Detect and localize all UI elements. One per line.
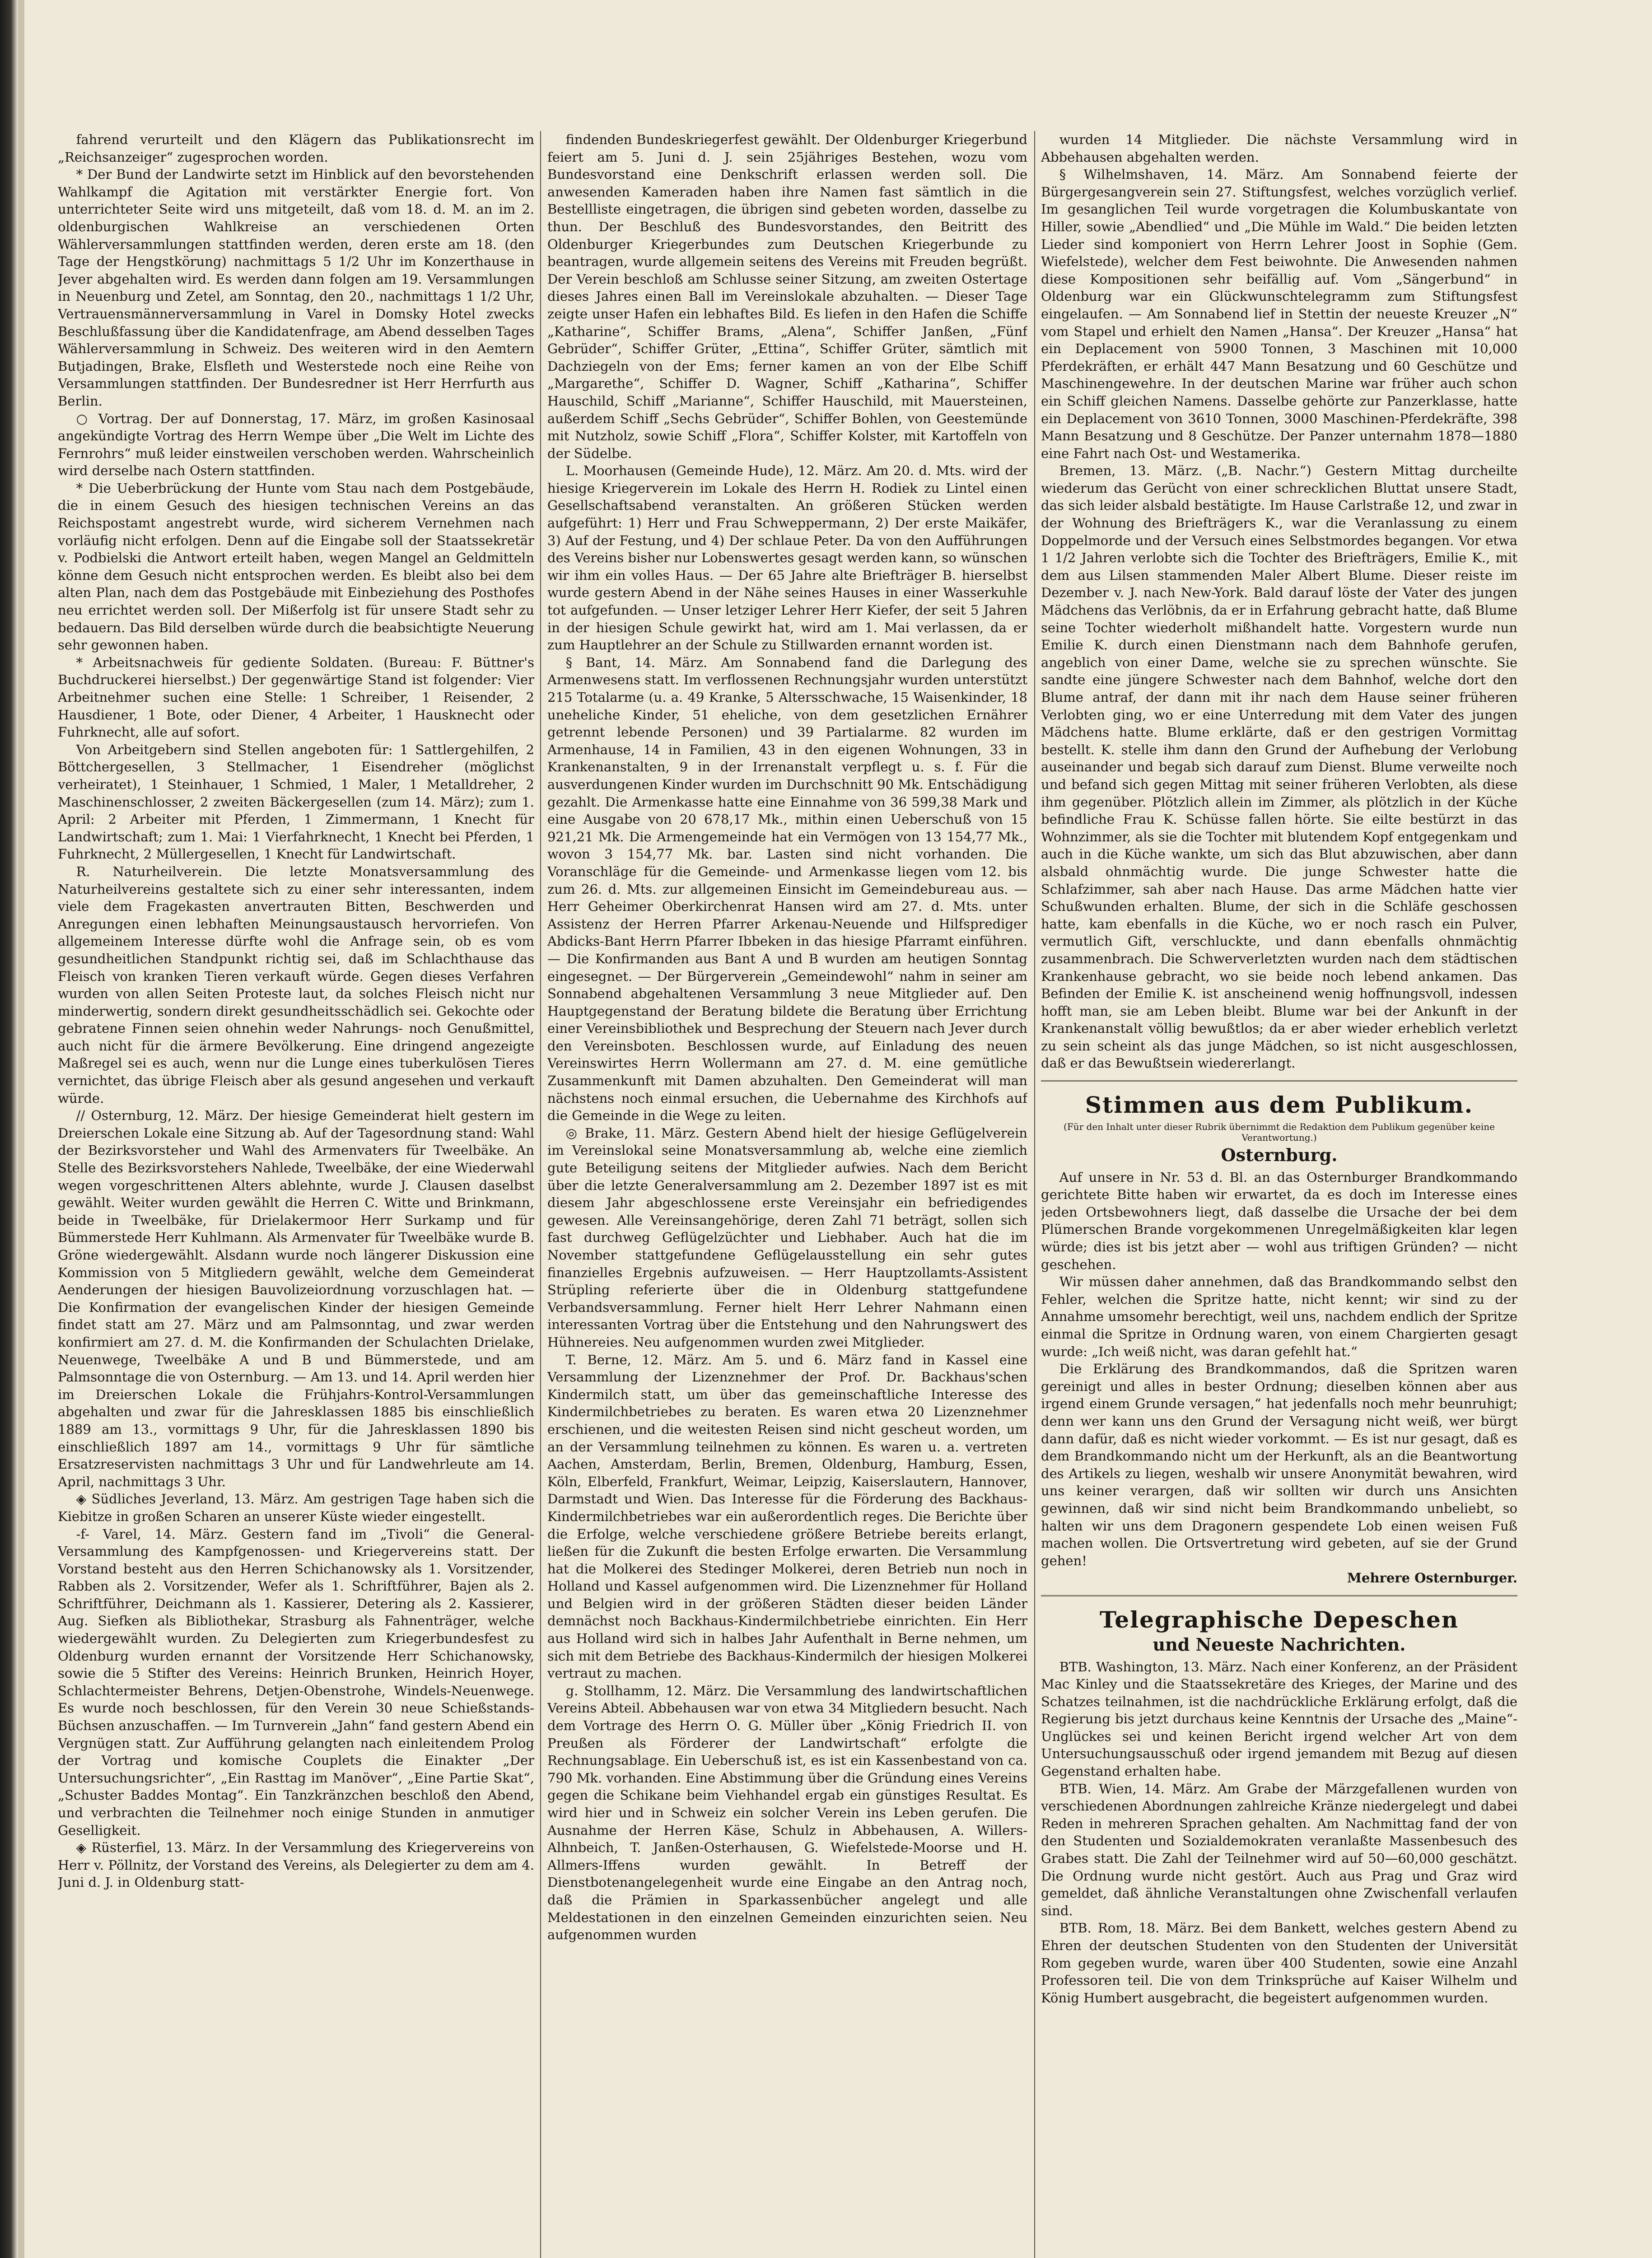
article-bund-der-landwirte: * Der Bund der Landwirte setzt im Hinblick auf den bevorstehenden Wahlkampf die Agitation mit verstärkter Energie fort. Von unterrichteter Seite wird uns mitgeteilt, daß vom 18. d. M. an im 2. oldenburgischen Wahlkreise an verschiedenen Orten Wählerversammlungen stattfinden werden, deren erste am 18. (den Tage der Hengstkörung) nachmittags 5 1/2 Uhr im Konzerthause in Jever abgehalten wird. Es werden dann folgen am 19. Versammlungen in Neuenburg und Zetel, am Sonntag, den 20., nachmittags 1 1/2 Uhr, Vertrauensmännerversammlung in Varel in Domsky Hotel zwecks Beschlußfassung über die Kandidatenfrage, am Abend desselben Tages Wählerversammlung in Schweiz. Des weiteren wird in den Aemtern Butjadingen, Brake, Elsfleth und Westerstede noch eine Reihe von Versammlungen stattfinden. Der Bundesredner ist Herr Herrfurth aus Berlin. (58, 167, 534, 409)
article-naturheilverein: R. Naturheilverein. Die letzte Monatsversammlung des Naturheilvereins gestaltete sich zu einer sehr interessanten, indem viele dem Fragekasten anvertrauten Bitten, Beschwerden und Anregungen einen lebhaften Meinungsaustausch hervorriefen. Von allgemeinem Interesse dürfte wohl die Anfrage sein, ob es vom gesundheitlichen Standpunkt richtig sei, daß im Schlachthause das Fleisch von kranken Tieren verkauft würde. Gegen dieses Verfahren wurden von allen Seiten Proteste laut, da solches Fleisch nicht nur minderwertig, sondern direkt gesundheitsschädlich sei. Gekochte oder gebratene Finnen seien ohnehin weder Nahrungs- noch Genußmittel, auch nicht für die ärmere Bevölkerung. Eine dringend angezeigte Maßregel sei es auch, wenn nur die Lunge eines tuberkulösen Tieres vernichtet, das übrige Fleisch aber als gesund angesehen und verkauft würde. (58, 863, 534, 1106)
telegram-rom: BTB. Rom, 18. März. Bei dem Bankett, welches gestern Abend zu Ehren der deutschen Studenten von den Studenten der Universität Rom gegeben wurde, waren über 400 Studenten, sowie eine Anzahl Professoren teil. Die von dem Trinksprüche auf Kaiser Wilhelm und König Humbert ausgebracht, die begeistert aufgenommen wurden. (1041, 1920, 1517, 2006)
article-bant-armenwesen: § Bant, 14. März. Am Sonnabend fand die Darlegung des Armenwesens statt. Im verflossenen Rechnungsjahr wurden unterstützt 215 Totalarme (u. a. 49 Kranke, 5 Altersschwache, 15 Waisenkinder, 18 uneheliche Kinder, 51 eheliche, von dem gesetzlichen Ernährer getrennt lebende Personen) und 39 Partialarme. 82 wurden im Armenhause, 14 in Familien, 43 in den eigenen Wohnungen, 33 in Krankenanstalten, 9 in der Irrenanstalt verpflegt u. s. f. Für die ausverdungenen Kinder wurden im Durchschnitt 90 Mk. Entschädigung gezahlt. Die Armenkasse hatte eine Einnahme von 36 599,38 Mark und eine Ausgabe von 20 678,17 Mk., mithin einen Ueberschuß von 15 921,21 Mk. Die Armengemeinde hat ein Vermögen von 13 154,77 Mk., wovon 3 154,77 Mk. bar. Lasten sind nicht vorhanden. Die Voranschläge für die Gemeinde- und Armenkasse liegen vom 12. bis zum 26. d. Mts. zur allgemeinen Einsicht im Gemeindebureau aus. — Herr Geheimer Oberkirchenrat Hansen wird am 27. d. Mts. unter Assistenz der Herren Pfarrer Arkenau-Neuende und Hilfsprediger Abdicks-Bant Herrn Pfarrer Ibbeken in das hiesige Pfarramt einführen. — Die Konfirmanden aus Bant A und B wurden am heutigen Sonntag eingesegnet. — Der Bürgerverein „Gemeindewohl“ nahm in seiner am Sonnabend abgehaltenen Versammlung 3 neue Mitglieder auf. Den Hauptgegenstand der Beratung bildete die Beratung über Errichtung einer Vereinsbibliothek und Besprechung der Steuern nach Jever durch den Vereinsboten. Beschlossen wurde, auf Einladung des neuen Vereinswirtes Herrn Wollermann am 27. d. M. eine gemütliche Zusammenkunft mit Damen abzuhalten. Den Gemeinderat will man nächstens noch einmal ersuchen, die Uebernahme des Kirchhofs auf die Gemeinde in die Wege zu leiten. (547, 654, 1027, 1124)
section-title-publikum: Stimmen aus dem Publikum. (1085, 1092, 1474, 1119)
article-kriegerbund: findenden Bundeskriegerfest gewählt. Der Oldenburger Kriegerbund feiert am 5. Juni d. J. sein 25jähriges Bestehen, wozu vom Bundesvorstand eine Denkschrift erlassen werden soll. Die anwesenden Kameraden haben ihre Namen fast sämtlich in die Bestellliste eingetragen, die übrigen sind gebeten worden, dasselbe zu thun. Der Beschluß des Bundesvorstandes, den Beitritt des Oldenburger Kriegerbundes zum Deutschen Kriegerbunde zu beantragen, wurde allgemein seitens des Vereins mit Freuden begrüßt. Der Verein beschloß am Schlusse seiner Sitzung, am zweiten Ostertage dieses Jahres einen Ball im Vereinslokale abzuhalten. — Dieser Tage zeigte unser Hafen ein lebhaftes Bild. Es liefen in den Hafen die Schiffe „Katharine“, Schiffer Brams, „Alena“, Schiffer Janßen, „Fünf Gebrüder“, Schiffer Grüter, „Ettina“, Schiffer Grüter, sämtlich mit Dachziegeln von der Ems; ferner kamen an von der Elbe Schiff „Margarethe“, Schiffer D. Wagner, Schiff „Katharina“, Schiffer Hauschild, Schiff „Marianne“, Schiffer Hauschild, mit Mauersteinen, außerdem Schiff „Sechs Gebrüder“, Schiffer Bohlen, von Geestemünde mit Nutzholz, sowie Schiff „Flora“, Schiffer Kolster, mit Kartoffeln von der Südelbe. (547, 132, 1027, 461)
section-divider (1041, 1595, 1517, 1596)
section-subtitle-nachrichten: und Neueste Nachrichten. (1153, 1634, 1406, 1655)
column-1 (58, 131, 534, 2258)
article-suedliches-jeverland: ◈ Südliches Jeverland, 13. März. Am gestrigen Tage haben sich die Kiebitze in großen Scharen an unserer Küste wieder eingestellt. (58, 1491, 534, 1524)
telegram-washington: BTB. Washington, 13. März. Nach einer Konferenz, an der Präsident Mac Kinley und die Staatssekretäre des Krieges, der Marine und des Schatzes teilnahmen, ist die nachdrückliche Erklärung erfolgt, daß die Regierung bis jetzt durchaus keine Kenntnis der Ursache des „Maine“-Unglückes sei und keinen Bericht irgend welcher Art von dem Untersuchungsausschuß oder irgend jemandem mit Bezug auf diesen Gegenstand erhalten habe. (1041, 1659, 1517, 1779)
article-varel: -f- Varel, 14. März. Gestern fand im „Tivoli“ die General-Versammlung des Kampfgenossen- und Kriegervereins statt. Der Vorstand besteht aus den Herren Schichanowsky als 1. Vorsitzender, Rabben als 2. Vorsitzender, Wefer als 1. Schriftführer, Bajen als 2. Schriftführer, Deichmann als 1. Kassierer, Detering als 2. Kassierer, Aug. Siefken als Bibliothekar, Strasburg als Fahnenträger, welche wiedergewählt wurden. Zu Delegierten zum Kriegerbundesfest zu Oldenburg wurden ernannt der Vorsitzende Herr Schichanowsky, sowie die 5 Stifter des Vereins: Heinrich Brunken, Heinrich Hoyer, Schlachtermeister Behrens, Detjen-Obenstrohe, Windels-Neuenwege. Es wurde noch beschlossen, für den Verein 30 neue Schießstands-Büchsen anzuschaffen. — Im Turnverein „Jahn“ fand gestern Abend ein Vergnügen statt. Zur Aufführung gelangten nach einleitendem Prolog der Vortrag und komische Couplets die Einakter „Der Untersuchungsrichter“, „Ein Rasttag im Manöver“, „Eine Partie Skat“, „Schuster Baddes Montag“. Ein Tanzkränzchen beschloß den Abend, und verbrachten die Teilnehmer noch einige Stunden in anmutiger Geselligkeit. (58, 1526, 534, 1838)
column-rule (1034, 131, 1035, 2258)
article-paragraph: fahrend verurteilt und den Klägern das Publikationsrecht im „Reichsanzeiger“ zugesprochen worden. (58, 132, 534, 165)
telegram-wien: BTB. Wien, 14. März. Am Grabe der Märzgefallenen wurden von verschiedenen Abordnungen zahlreiche Kränze niedergelegt und dabei Reden in mehreren Sprachen gehalten. Am Nachmittag fand der von den Studenten und Sozialdemokraten veranlaßte Massenbesuch des Grabes statt. Die Zahl der Teilnehmer wird auf 50—60,000 geschätzt. Die Ordnung wurde nicht gestört. Auch aus Prag und Graz wird gemeldet, daß ähnliche Veranstaltungen ohne Zwischenfall verlaufen sind. (1041, 1781, 1517, 1918)
section-title-telegraph: Telegraphische Depeschen (1099, 1606, 1459, 1633)
article-vortrag: ○ Vortrag. Der auf Donnerstag, 17. März, im großen Kasinosaal angekündigte Vortrag des Herrn Wempe über „Die Welt im Lichte des Fernrohrs“ muß leider einstweilen verschoben werden. Wahrscheinlich wird derselbe nach Ostern stattfinden. (58, 411, 534, 479)
article-moorhausen: L. Moorhausen (Gemeinde Hude), 12. März. Am 20. d. Mts. wird der hiesige Kriegerverein im Lokale des Herrn H. Rodiek zu Lintel einen Gesellschaftsabend veranstalten. An größeren Stücken werden aufgeführt: 1) Herr und Frau Schweppermann, 2) Der erste Maikäfer, 3) Auf der Festung, und 4) Der schlaue Peter. Da von den Aufführungen des Vereins bisher nur Lobenswertes gesagt werden kann, so wünschen wir ihm ein volles Haus. — Der 65 Jahre alte Briefträger B. hierselbst wurde gestern Abend in der Nähe seines Hauses in einer Wasserkuhle tot aufgefunden. — Unser letziger Lehrer Herr Kiefer, der seit 5 Jahren in der hiesigen Schule gewirkt hat, wird am 1. Mai verlassen, da er zum Hauptlehrer an der Schule zu Stillwarden ernannt worden ist. (547, 463, 1027, 653)
article-arbeitsnachweis: * Arbeitsnachweis für gediente Soldaten. (Bureau: F. Büttner's Buchdruckerei hierselbst.) Der gegenwärtige Stand ist folgender: Vier Arbeitnehmer suchen eine Stelle: 1 Schreiber, 1 Reisender, 2 Hausdiener, 1 Bote, oder Diener, 4 Arbeiter, 1 Hausknecht oder Fuhrknecht, alle auf sofort. (58, 654, 534, 740)
section-disclaimer: (Für den Inhalt unter dieser Rubrik übernimmt die Redaktion dem Publikum gegenüber keine Verantwortung.) (1064, 1121, 1495, 1143)
article-ruesterfiel: ◈ Rüsterfiel, 13. März. In der Versammlung des Kriegervereins von Herr v. Pöllnitz, der Vorstand des Vereins, als Delegierter zu dem am 4. Juni d. J. in Oldenburg statt- (58, 1840, 534, 1890)
article-abbehausen: wurden 14 Mitglieder. Die nächste Versammlung wird in Abbehausen abgehalten werden. (1041, 132, 1517, 165)
article-berne-kindermilch: T. Berne, 12. März. Am 5. und 6. März fand in Kassel eine Versammlung der Lizenznehmer der Prof. Dr. Backhaus'schen Kindermilch statt, um über das gemeinschaftliche Interesse des Kindermilchbetriebes zu beraten. Es waren etwa 20 Lizenznehmer erschienen, und die weitesten Reisen sind nicht gescheut worden, um an der Versammlung teilnehmen zu können. Es waren u. a. vertreten Aachen, Amsterdam, Berlin, Bremen, Oldenburg, Hamburg, Essen, Köln, Elberfeld, Frankfurt, Weimar, Leipzig, Kaiserslautern, Hannover, Darmstadt und Wien. Das Interesse für die Förderung des Backhaus-Kindermilchbetriebes war ein außerordentlich reges. Die Berichte über die Erfolge, welche verschiedene größere Betriebe bereits erlangt, ließen für die Zukunft die besten Erfolge erwarten. Die Versammlung hat die Molkerei des Stedinger Molkerei, deren Betrieb nun noch in Holland und Kassel aufgenommen wird. Die Lizenznehmer für Holland und Belgien wird in der größeren Städten dieser beiden Länder demnächst noch Backhaus-Kindermilchbetriebe einrichten. Ein Herr aus Holland wird sich in halbes Jahr Aufenthalt in Berne nehmen, um sich mit dem Betriebe des Backhaus-Kindermilch der hiesigen Molkerei vertraut zu machen. (547, 1352, 1027, 1681)
article-bremen-bluttat: Bremen, 13. März. („B. Nachr.“) Gestern Mittag durcheilte wiederum das Gerücht von einer schrecklichen Bluttat unsere Stadt, das sich leider alsbald bestätigte. Im Hause Carlstraße 12, und zwar in der Wohnung des Briefträgers K., war die Veranlassung zu einem Doppelmorde und der Versuch eines Selbstmordes begangen. Vor etwa 1 1/2 Jahren verlobte sich die Tochter des Briefträgers, Emilie K., mit dem aus Lilsen stammenden Maler Albert Blume. Dieser reiste im Dezember v. J. nach New-York. Bald darauf löste der Vater des jungen Mädchens das Verlöbnis, da er in Erfahrung gebracht hatte, daß Blume seine Tochter wiederholt mißhandelt hatte. Vorgestern wurde nun Emilie K. durch einen Dienstmann nach dem Bahnhofe gerufen, angeblich von einer Dame, welche sie zu sprechen wünschte. Sie sandte eine jüngere Schwester nach dem Bahnhof, welche dort den Blume antraf, der dann mit ihr nach dem Hause seiner früheren Verlobten ging, wo er eine Unterredung mit dem Vater des jungen Mädchens hatte. Blume erklärte, daß er den gestrigen Vormittag bestellt. K. stelle ihm dann den Grund der Aufhebung der Verlobung auseinander und begab sich darauf zum Dienst. Blume verweilte noch und befand sich gegen Mittag mit seiner früheren Verlobten, als diese ihm gegenüber. Plötzlich allein im Zimmer, als plötzlich in der Küche befindliche Frau K. Schüsse fallen hörte. Sie eilte bestürzt in das Wohnzimmer, als sie die Tochter mit blutendem Kopf entgegenkam und auch in die Küche wankte, um sich das Blut abzuwischen, aber dann alsbald ohnmächtig wurde. Die junge Schwester hatte die Schlafzimmer, sah aber nach Hause. Das arme Mädchen hatte vier Schußwunden erhalten. Blume, der sich in die Schläfe geschossen hatte, kam ebenfalls in die Küche, wo er noch rasch ein Pulver, vermutlich Gift, verschluckte, und dann ebenfalls ohnmächtig zusammenbrach. Die Schwerverletzten wurden nach dem städtischen Krankenhause gebracht, wo sie beide noch lebend ankamen. Das Befinden der Emilie K. ist anscheinend wenig hoffnungsvoll, indessen hofft man, sie am Leben bleibt. Blume war bei der Ankunft in der Krankenanstalt völlig bewußtlos; da er aber wieder erheblich verletzt zu sein scheint als das junge Mädchen, so ist nicht ausgeschlossen, daß er das Bewußtsein wiedererlangt. (1041, 463, 1517, 1071)
letter-paragraph: Auf unsere in Nr. 53 d. Bl. an das Osternburger Brandkommando gerichtete Bitte haben wir erwartet, da es doch im Interesse eines jeden Ortsbewohners liegt, daß dasselbe die Ursache der bei dem Plümerschen Brande vorgekommenen Unregelmäßigkeiten klar legen würde; dies ist bis jetzt aber — wohl aus triftigen Gründen? — nicht geschehen. (1041, 1169, 1517, 1272)
article-wilhelmshaven: § Wilhelmshaven, 14. März. Am Sonnabend feierte der Bürgergesangverein sein 27. Stiftungsfest, welches vorzüglich verlief. Im gesanglichen Teil wurde vorgetragen die Kolumbuskantate von Hiller, sowie „Abendlied“ und „Die Mühle im Wald.“ Die beiden letzten Lieder sind komponiert von Herrn Lehrer Joost in Sophie (Gem. Wiefelstede), welcher dem Fest beiwohnte. Die Anwesenden nahmen diese Kompositionen sehr beifällig auf. Vom „Sängerbund“ in Oldenburg war ein Glückwunschtelegramm zum Stiftungsfest eingelaufen. — Am Sonnabend lief in Stettin der neueste Kreuzer „N“ vom Stapel und erhielt den Namen „Hansa“. Der Kreuzer „Hansa“ hat ein Deplacement von 5900 Tonnen, 3 Maschinen mit 10,000 Pferdekräften, er erhält 447 Mann Besatzung und 60 Geschütze und Maschinengewehre. In der deutschen Marine war früher auch schon ein Schiff gleichen Namens. Dasselbe gehörte zur Panzerklasse, hatte ein Deplacement von 3610 Tonnen, 3000 Maschinen-Pferdekräfte, 398 Mann Besatzung und 8 Geschütze. Der Panzer unternahm 1878—1880 eine Fahrt nach Ost- und Westamerika. (1041, 167, 1517, 461)
page-gutter (18, 0, 24, 2258)
article-osternburg-gemeinderat: // Osternburg, 12. März. Der hiesige Gemeinderat hielt gestern im Dreierschen Lokale eine Sitzung ab. Auf der Tagesordnung stand: Wahl der Bezirksvorsteher und Wahl des Armenvaters für Tweelbäke. An Stelle des Bezirksvorstehers Nahlede, Tweelbäke, der eine Wiederwahl wegen vorgeschrittenen Alters ablehnte, wurde J. Clausen daselbst gewählt. Weiter wurden gewählt die Herren C. Witte und Brinkmann, beide in Tweelbäke, für Drielakermoor Herr Surkamp und für Bümmerstede Herr Kuhlmann. Als Armenvater für Tweelbäke wurde B. Gröne wiedergewählt. Alsdann wurde noch längerer Diskussion eine Kommission von 5 Mitgliedern gewählt, welche dem Gemeinderat Aenderungen der hiesigen Bauvolizeiordnung vorzuschlagen hat. — Die Konfirmation der evangelischen Kinder der hiesigen Gemeinde findet statt am 27. März und am Palmsonntag, und zwar werden konfirmiert am 27. d. M. die Konfirmanden der Schulachten Drielake, Neuenwege, Tweelbäke A und B und Bümmerstede, und am Palmsonntage die von Osternburg. — Am 13. und 14. April werden hier im Dreierschen Lokale die Frühjahrs-Kontrol-Versammlungen abgehalten und zwar für die Jahresklassen 1885 bis einschließlich 1889 am 13., vormittags 9 Uhr, für die Jahresklassen 1890 bis einschließlich 1897 am 14., vormittags 9 Uhr für sämtliche Ersatzreservisten nachmittags 3 Uhr und für Landwehrleute am 14. April, nachmittags 3 Uhr. (58, 1108, 534, 1489)
section-divider (1041, 1080, 1517, 1082)
article-arbeitgeber-stellen: Von Arbeitgebern sind Stellen angeboten für: 1 Sattlergehilfen, 2 Böttchergesellen, 3 Stellmacher, 1 Eisendreher (möglichst verheiratet), 1 Steinhauer, 1 Schmied, 1 Maler, 1 Metalldreher, 2 Maschinenschlosser, 2 zweiten Bäckergesellen (zum 14. März); zum 1. April: 2 Arbeiter mit Pferden, 1 Zimmermann, 1 Knecht für Landwirtschaft; zum 1. Mai: 1 Vierfahrknecht, 1 Knecht bei Pferden, 1 Fuhrknecht, 2 Müllergesellen, 1 Knecht für Landwirtschaft. (58, 742, 534, 862)
letter-signature: Mehrere Osternburger. (1347, 1570, 1517, 1586)
column-3 (1041, 131, 1517, 2258)
letter-paragraph: Die Erklärung des Brandkommandos, daß die Spritzen waren gereinigt und alles in bester Ordnung; dieselben können aber aus irgend einem Grunde versagen,“ hat jedenfalls noch mehr beunruhigt; denn wer kann uns den Grund der Versagung nicht weiß, wer bürgt dann dafür, daß es nicht wieder vorkommt. — Es ist nur gesagt, daß es dem Brandkommando nicht um der Herkunft, als an die Beantwortung des Artikels zu liegen, weshalb wir unsere Anonymität bewahren, wird uns keiner verargen, daß wir sollten wir durch uns Ansichten gewinnen, daß wir sind nicht beim Brandkommando unbeliebt, so halten wir uns dem Dragonern gespendete Lob einen weisen Fuß machen wollen. Die Ortsvertretung wird gebeten, auf sie der Grund gehen! (1041, 1361, 1517, 1568)
column-2 (547, 131, 1027, 2258)
book-binding-edge (0, 0, 18, 2258)
column-rule (540, 131, 541, 2258)
article-brake-gefluegelverein: ◎ Brake, 11. März. Gestern Abend hielt der hiesige Geflügelverein im Vereinslokal seine Monatsversammlung ab, welche eine ziemlich gute Beteiligung seitens der Mitglieder aufwies. Nach dem Bericht über die letzte Generalversammlung am 2. Dezember 1897 ist es mit diesem Jahr abgeschlossene erste Vereinsjahr ein befriedigendes gewesen. Alle Vereinsangehörige, deren Zahl 71 beträgt, sollen sich fast durchweg Geflügelzüchter und Liebhaber. Auch hat die im November stattgefundene Geflügelausstellung ein sehr gutes finanzielles Ergebnis aufzuweisen. — Herr Hauptzollamts-Assistent Strüpling referierte über die in Oldenburg stattgefundene Verbandsversammlung. Ferner hielt Herr Lehrer Nahmann einen interessanten Vortrag über die Entstehung und den Nahrungswert des Hühnereies. Neu aufgenommen wurden zwei Mitglieder. (547, 1125, 1027, 1350)
section-subtitle-osternburg: Osternburg. (1221, 1145, 1338, 1166)
article-hunte-bruecke: * Die Ueberbrückung der Hunte vom Stau nach dem Postgebäude, die in einem Gesuch des hiesigen technischen Vereins an das Reichspostamt angestrebt wurde, wird sicherem Vernehmen nach vorläufig nicht erfolgen. Denn auf die Eingabe soll der Staatssekretär v. Podbielski die Antwort erteilt haben, wegen Mangel an Geldmitteln könne dem Gesuch nicht entsprochen werden. Es bleibt also bei dem alten Plan, nach dem das Postgebäude mit Einbeziehung des Posthofes neu errichtet werden soll. Der Mißerfolg ist für unsere Stadt sehr zu bedauern. Das Bild derselben würde durch die beabsichtigte Neuerung sehr gewonnen haben. (58, 480, 534, 653)
article-stollhamm: g. Stollhamm, 12. März. Die Versammlung des landwirtschaftlichen Vereins Abteil. Abbehausen war von etwa 34 Mitgliedern besucht. Nach dem Vortrage des Herrn O. G. Müller über „König Friedrich II. von Preußen als Förderer der Landwirtschaft“ erfolgte die Rechnungsablage. Ein Ueberschuß ist, es ist ein Kassenbestand von ca. 790 Mk. vorhanden. Eine Abstimmung über die Gründung eines Vereins gegen die Schikane beim Viehhandel ergab ein günstiges Resultat. Es wird hier und in Schweiz ein solcher Verein ins Leben gerufen. Die Ausnahme der Herren Käse, Schulz in Abbehausen, A. Willers-Alhnbeich, T. Janßen-Osterhausen, G. Wiefelstede-Moorse und H. Allmers-Iffens wurden gewählt. In Betreff der Dienstbotenangelegenheit wurde eine Eingabe an den Antrag noch, daß die Prämien in Sparkassenbücher angelegt und alle Meldestationen in den einzelnen Gemeinden einzurichten seien. Neu aufgenommen wurden (547, 1683, 1027, 1943)
letter-paragraph: Wir müssen daher annehmen, daß das Brandkommando selbst den Fehler, welchen die Spritze hatte, nicht kennt; wir sind zu der Annahme umsomehr berechtigt, weil uns, nachdem endlich der Spritze einmal die Spritze in Ordnung waren, von einem Chargierten gesagt wurde: „Ich weiß nicht, was daran gefehlt hat.“ (1041, 1274, 1517, 1359)
